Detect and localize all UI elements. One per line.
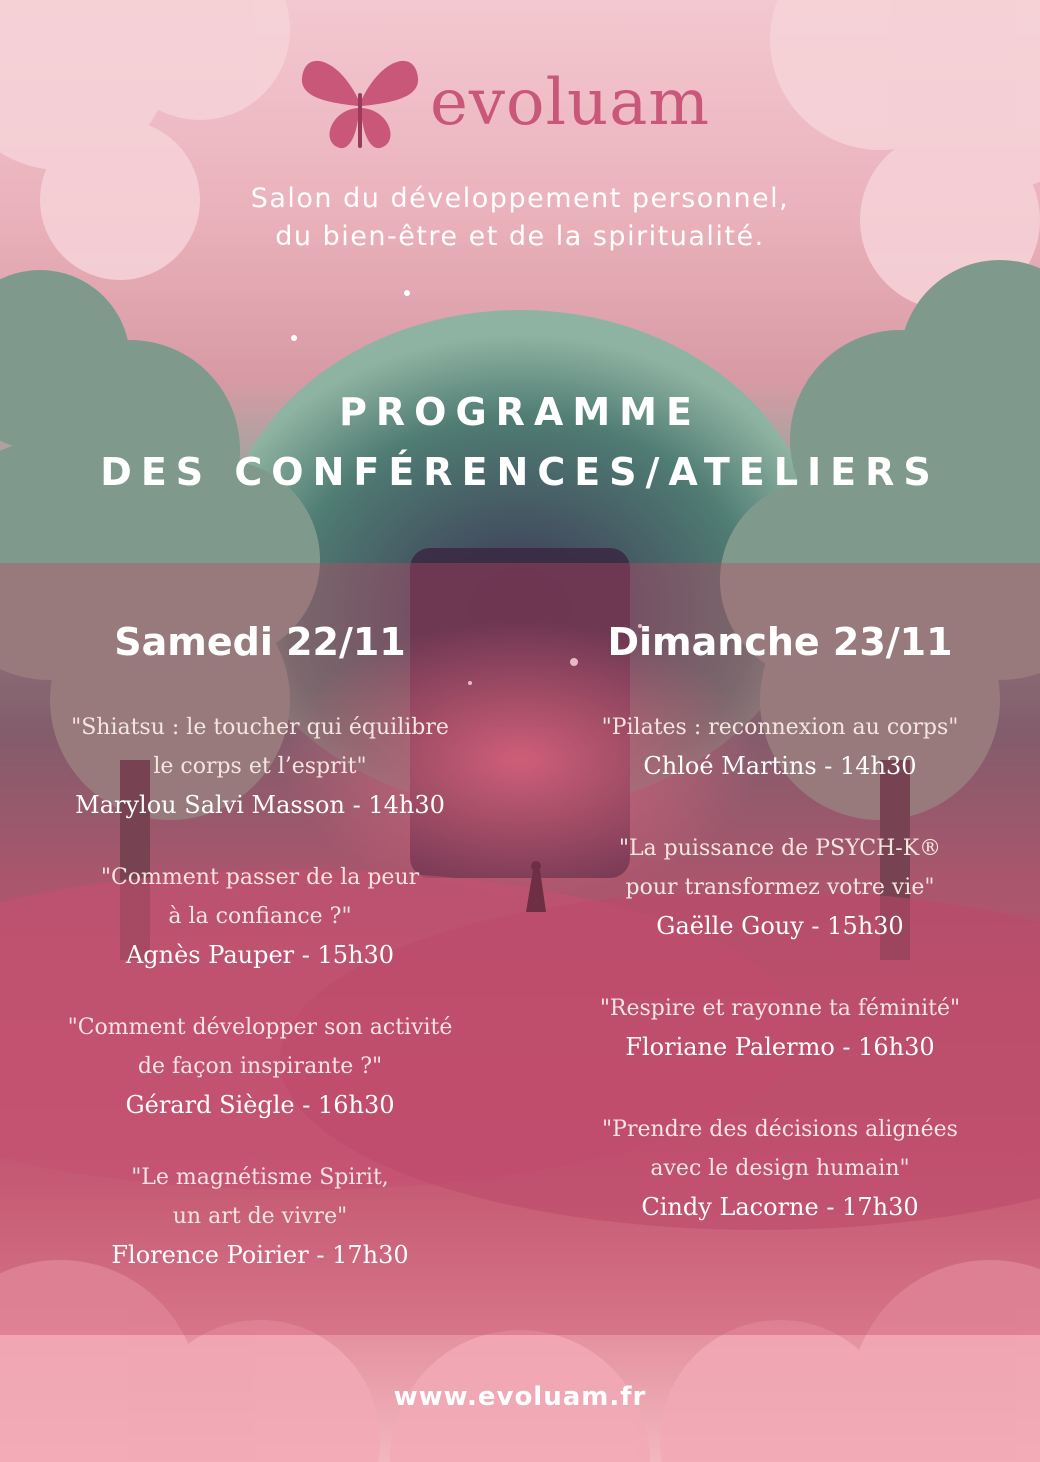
talk-title: "Comment développer son activité <box>67 1015 453 1040</box>
subtitle-line-1: Salon du développement personnel, <box>250 183 790 214</box>
talk-title: "Respire et rayonne ta féminité" <box>599 996 961 1021</box>
talk-title: le corps et l’esprit" <box>153 754 367 779</box>
talk-item <box>520 989 1040 1066</box>
butterfly-icon <box>300 48 420 158</box>
talk-item <box>0 858 520 974</box>
talk-speaker: Florence Poirier - 17h30 <box>111 1241 409 1269</box>
talk-item <box>0 708 520 824</box>
programme-heading-line-1: PROGRAMME <box>339 390 701 434</box>
programme-heading-line-2: DES CONFÉRENCES/ATELIERS <box>100 450 940 494</box>
talk-speaker: Chloé Martins - 14h30 <box>643 752 917 780</box>
talk-title: "Le magnétisme Spirit, <box>131 1165 389 1190</box>
talk-title: à la confiance ?" <box>168 904 352 929</box>
talk-title: "Prendre des décisions alignées <box>602 1117 958 1142</box>
brand-logo <box>300 48 760 168</box>
talk-title: "Shiatsu : le toucher qui équilibre <box>71 715 449 740</box>
talk-item <box>520 708 1040 785</box>
talk-speaker: Floriane Palermo - 16h30 <box>625 1033 935 1061</box>
brand-name: evoluam <box>430 66 711 140</box>
subtitle-line-2: du bien-être et de la spiritualité. <box>275 221 765 252</box>
talk-speaker: Marylou Salvi Masson - 14h30 <box>75 791 445 819</box>
talk-title: "Pilates : reconnexion au corps" <box>601 715 959 740</box>
talk-speaker: Gaëlle Gouy - 15h30 <box>656 912 904 940</box>
talk-title: "La puissance de PSYCH-K® <box>618 836 942 861</box>
talk-speaker: Gérard Siègle - 16h30 <box>125 1091 395 1119</box>
talk-title: pour transformez votre vie" <box>625 875 935 900</box>
talk-title: de façon inspirante ?" <box>137 1054 383 1079</box>
talk-item <box>0 1158 520 1274</box>
sunday-heading: Dimanche 23/11 <box>607 620 953 664</box>
talk-speaker: Cindy Lacorne - 17h30 <box>641 1193 919 1221</box>
sunday-column <box>520 620 1040 1270</box>
talk-item <box>520 1110 1040 1226</box>
saturday-heading: Samedi 22/11 <box>114 620 406 664</box>
talk-item <box>0 1008 520 1124</box>
talk-title: avec le design humain" <box>650 1156 910 1181</box>
saturday-column <box>0 620 520 1308</box>
talk-title: "Comment passer de la peur <box>100 865 420 890</box>
event-subtitle <box>0 180 1040 256</box>
website-link[interactable]: www.evoluam.fr <box>393 1382 647 1412</box>
talk-item <box>520 829 1040 945</box>
talk-speaker: Agnès Pauper - 15h30 <box>125 941 395 969</box>
talk-title: un art de vivre" <box>172 1204 348 1229</box>
